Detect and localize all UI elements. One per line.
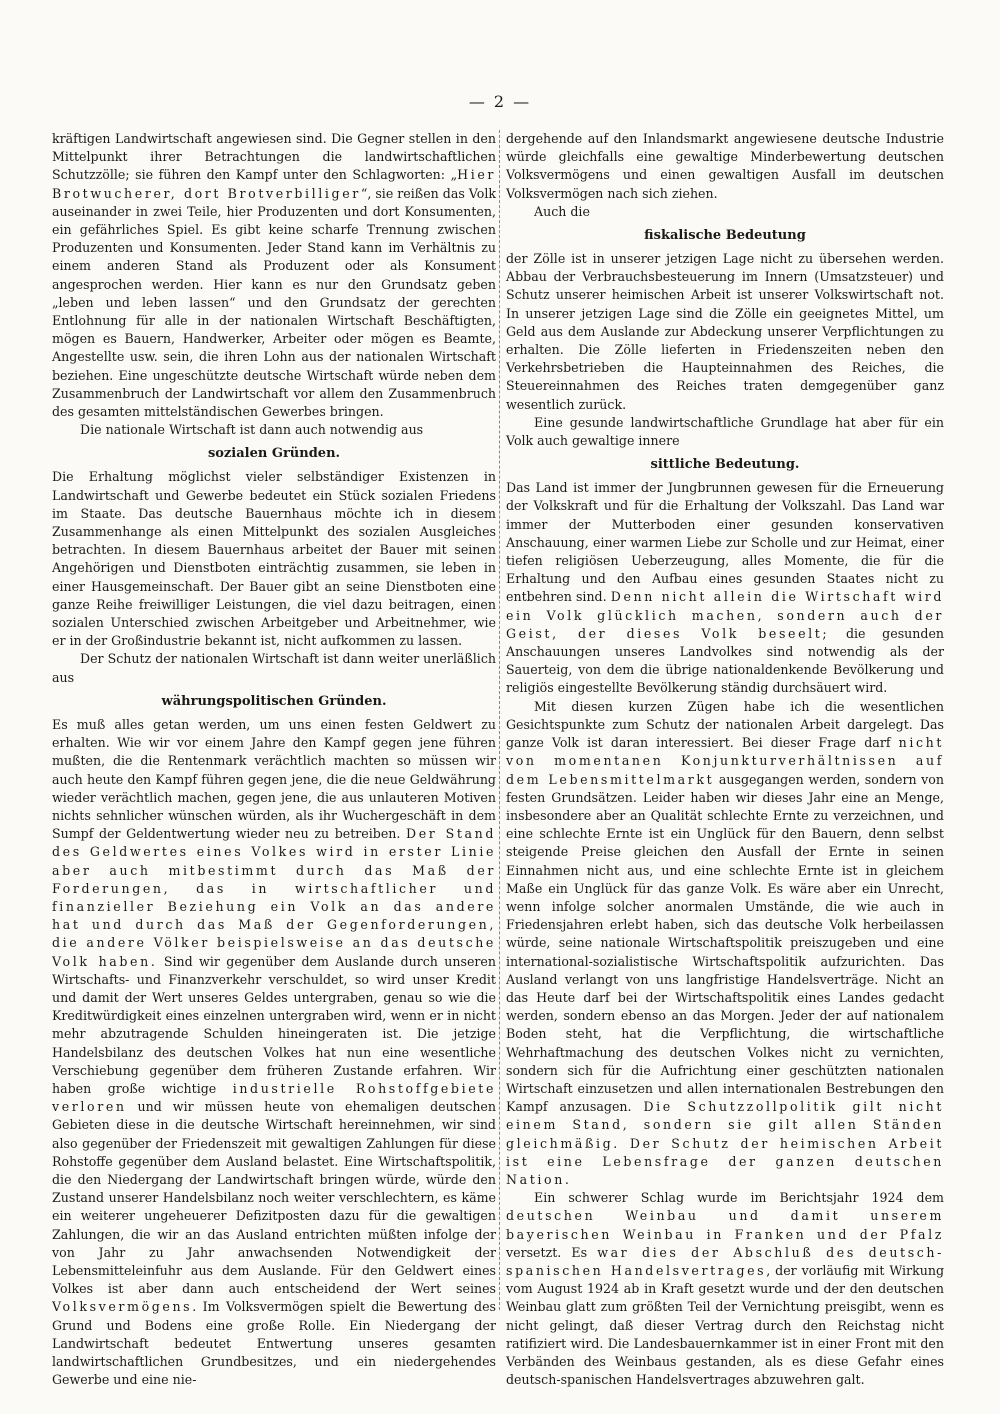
paragraph-conclusion: Mit diesen kurzen Zügen habe ich die wesentlichen Gesichtspunkte zum Schutz der nationalen Arbeit dargelegt. Das ganze Volk ist daran interessiert. Bei dieser Frage darf nicht von momentanen Konjunkturverhältnissen auf dem Lebensmittelmarkt ausgegangen werden, sondern von festen Grundsätzen. Leider haben wir dieses Jahr eine an Menge, insbesondere aber an Qualität schlechte Ernte zu verzeichnen, und eine schlechte Ernte ist ein Unglück für den Bauern, denn selbst steigende Preise gleichen den Ausfall der Ernte in seinen Einnahmen nicht aus, und eine schlechte Ernte ist in gleichem Maße ein Unglück für das ganze Volk. Es wäre aber ein Unrecht, wenn infolge solcher anormalen Umstände, die wie auch in Friedensjahren erlebt haben, sich das deutsche Volk herbeilassen würde, seine nationale Wirtschaftspolitik preiszugeben und eine international-sozialistische Wirtschaftspolitik aufzurichten. Das Ausland verlangt von uns langfristige Handelsverträge. Nicht an das Heute darf bei der Wirtschaftspolitik eines Landes gedacht werden, sondern ebenso an das Morgen. Jeder der auf nationalem Boden steht, hat die Verpflichtung, die wirtschaftliche Wehrhaftmachung des deutschen Volkes nicht zu vernichten, sondern sich für die Aufrichtung einer geschützten nationalen Wirtschaft einzusetzen und allen internationalen Bestrebungen den Kampf anzusagen. Die Schutzzollpolitik gilt nicht einem Stand, sondern sie gilt allen Ständen gleichmäßig. Der Schutz der heimischen Arbeit ist eine Lebensfrage der ganzen deutschen Nation. [506,698,944,1187]
spaced-emphasis: Der Stand des Geldwertes eines Volkes wird in erster Linie aber auch mitbestimmt durch das Maß der Forderungen, das in wirtschaftlicher und finanzieller Beziehung ein Volk an das andere hat und durch das Maß der Gegenforderungen, die andere Völker beispielsweise an das deutsche Volk haben. [52,826,496,969]
heading-fiscal-importance: fiskalische Bedeutung [644,228,806,244]
paragraph-intro-fiscal: Auch die [534,203,590,219]
left-column [52,130,496,1389]
paragraph-intro-moral: Eine gesunde landwirtschaftliche Grundlage hat aber für ein Volk auch gewaltige innere [506,414,944,449]
heading-moral-importance: sittliche Bedeutung. [650,457,800,473]
paragraph-wine: Ein schwerer Schlag wurde im Berichtsjahr 1924 dem deutschen Weinbau und damit unserem bayerischen Weinbau in Franken und der Pfalz versetzt. Es war dies der Abschluß des deutsch-spanischen Handelsvertrages, der vorläufig mit Wirkung vom August 1924 ab in Kraft gesetzt wurde und der den deutschen Weinbau glatt zum größten Teil der Vernichtung preisgibt, wenn es nicht gelingt, daß dieser Vertrag durch den Reichstag nicht ratifiziert wird. Die Landesbauernkammer ist in einer Front mit den Verbänden des Weinbaus gestanden, als es diese Gefahr eines deutsch-spanischen Handelsvertrages abzuwehren galt. [506,1190,945,1388]
paragraph-producers-consumers: kräftigen Landwirtschaft angewiesen sind. Die Gegner stellen in den Mittelpunkt ihrer Betrachtungen die landwirtschaftlichen Schutzzölle; sie führen den Kampf unter den Schlagworten: „Hier Brotwucherer, dort Brotverbilliger“, sie reißen das Volk auseinander in zwei Teile, hier Produzenten und dort Konsumenten, ein gefährliches Spiel. Es gibt keine scharfe Trennung zwischen Produzenten und Konsumenten. Jeder Stand kann im Verhältnis zu einem anderen Stand als Produzent oder als Konsument angesprochen werden. Hier kann es nur den Grundsatz geben „leben und leben lassen“ und den Grundsatz der gerechten Entlohnung für alle in der nationalen Wirtschaft Beschäftigten, mögen es Bauern, Handwerker, Arbeiter oder mögen es Beamte, Angestellte usw. sein, die ihren Lohn aus der nationalen Wirtschaft beziehen. Eine ungeschützte deutsche Wirtschaft würde neben dem Zusammenbruch der Landwirtschaft vor allem den Zusammenbruch des gesamten mittelständischen Gewerbes bringen. [52,131,496,420]
spaced-emphasis: deutschen Weinbau und damit unserem bayerischen Weinbau in Franken und der Pfalz [506,1208,944,1242]
spaced-emphasis: Denn nicht allein die Wirtschaft wird ein Volk glücklich machen, sondern auch der Geist, der dieses Volk beseelt; [506,589,944,641]
page-number: — 2 — [468,92,532,111]
slogan-spaced: Hier Brotwucherer, dort Brotverbilliger [52,167,496,201]
paragraph-intro-social: Die nationale Wirtschaft ist dann auch notwendig aus [80,422,424,438]
column-divider [499,130,500,1310]
paragraph-moral: Das Land ist immer der Jungbrunnen gewesen für die Erneuerung der Volkskraft und für die Erhaltung der Volkszahl. Das Land war immer der Mutterboden einer gesunden konservativen Anschauung, einer warmen Liebe zur Scholle und zur Heimat, einer tiefen religiösen Ueberzeugung, alles Momente, die für die Erhaltung und den Aufbau eines gesunden Staates nicht zu entbehren sind. Denn nicht allein die Wirtschaft wird ein Volk glücklich machen, sondern auch der Geist, der dieses Volk beseelt; die gesunden Anschauungen unseres Landvolkes sind notwendig als der Sauerteig, von dem die übrige nationaldenkende Bevölkerung und religiös eingestellte Bevölkerung ständig durchsäuert wird. [506,480,945,696]
spaced-emphasis: industrielle Rohstoffgebiete verloren [52,1080,496,1115]
spaced-emphasis: Die Schutzzollpolitik gilt nicht einem Stand, sondern sie gilt allen Ständen gleichmäßig. Der Schutz der heimischen Arbeit ist eine Lebensfrage der ganzen deutschen Nation. [506,1099,944,1187]
right-column [506,130,944,1389]
paragraph-continuation: dergehende auf den Inlandsmarkt angewiesene deutsche Industrie würde gleichfalls eine gewaltige Minderbewertung deutschen Volksvermögens und einen gewaltigen Ausfall im deutschen Volksvermögen nach sich ziehen. [506,131,944,201]
paragraph-social: Die Erhaltung möglichst vieler selbständiger Existenzen in Landwirtschaft und Gewerbe bedeutet ein Stück sozialen Friedens im Staate. Das deutsche Bauernhaus möchte ich in diesem Zusammenhange als einen Mittelpunkt des sozialen Ausgleiches betrachten. In diesem Bauernhaus arbeitet der Bauer mit seinen Angehörigen und Dienstboten einträchtig zusammen, sie leben in einer Hausgemeinschaft. Der Bauer gibt an seine Dienstboten eine ganze Reihe freiwilliger Leistungen, die viel dazu beitragen, einen sozialen Unterschied zwischen Arbeitgeber und Arbeitnehmer, wie er in der Großindustrie bekannt ist, nicht aufkommen zu lassen. [52,469,496,649]
paragraph-currency: Es muß alles getan werden, um uns einen festen Geldwert zu erhalten. Wie wir vor einem Jahre den Kampf gegen jene führen mußten, die die Rentenmark verächtlich machten so müssen wir auch heute den Kampf führen gegen jene, die die neue Geldwährung wieder verächtlich machen, gegen jene, die aus unlauteren Motiven nichts sehnlicher wünschen würden, als ihr Wuchergeschäft in dem Sumpf der Geldentwertung wieder neu zu betreiben. Der Stand des Geldwertes eines Volkes wird in erster Linie aber auch mitbestimmt durch das Maß der Forderungen, das in wirtschaftlicher und finanzieller Beziehung ein Volk an das andere hat und durch das Maß der Gegenforderungen, die andere Völker beispielsweise an das deutsche Volk haben. Sind wir gegenüber dem Auslande durch unseren Wirtschafts- und Finanzverkehr verschuldet, so wird unser Kredit und damit der Wert unseres Geldes untergraben, genau so wie die Kreditwürdigkeit eines einzelnen untergraben wird, wenn er in nicht mehr abzutragende Schulden hineingeraten ist. Die jetzige Handelsbilanz des deutschen Volkes hat nun eine wesentliche Verschiebung gegenüber dem früheren Zustande erfahren. Wir haben große wichtige industrielle Rohstoffgebiete verloren und wir müssen heute von ehemaligen deutschen Gebieten diese in die deutsche Wirtschaft hereinnehmen, wir sind also gegenüber der Friedenszeit mit gewaltigen Zahlungen für diese Rohstoffe gegenüber dem Ausland belastet. Eine Wirtschaftspolitik, die den Niedergang der Landwirtschaft bringen würde, würde den Zustand unserer Handelsbilanz noch weiter verschlechtern, es käme ein weiterer ungeheuerer Defizitposten dazu für die gewaltigen Zahlungen, die wir an das Ausland entrichten müßten infolge der von Jahr zu Jahr anwachsenden Notwendigkeit der Lebensmitteleinfuhr aus dem Auslande. Für den Geldwert eines Volkes ist aber dann auch entscheidend der Wert seines Volksvermögens. Im Volksvermögen spielt die Bewertung des Grund und Bodens eine große Rolle. Ein Niedergang der Landwirtschaft bedeutet Entwertung unseres gesamten landwirtschaftlichen Grundbesitzes, und ein niedergehendes Gewerbe und eine nie- [52,716,496,1388]
spaced-emphasis: nicht von momentanen Konjunkturverhältnissen auf dem Lebensmittelmarkt [506,735,944,787]
paragraph-fiscal: der Zölle ist in unserer jetzigen Lage nicht zu übersehen werden. Abbau der Verbrauchsbesteuerung im Innern (Umsatzsteuer) und Schutz unserer heimischen Arbeit ist unserer Volkswirtschaft not. In unserer jetzigen Lage sind die Zölle ein geeignetes Mittel, um Geld aus dem Auslande zur Abdeckung unserer Verpflichtungen zu erhalten. Die Zölle lieferten in Friedenszeiten neben den Verkehrsbetrieben die Haupteinnahmen des Reiches, die Steuereinnahmen des Reiches traten demgegenüber ganz wesentlich zurück. [506,251,944,412]
spaced-emphasis: Volksvermögens [52,1299,193,1315]
heading-social-reasons: sozialen Gründen. [207,446,341,462]
paragraph-intro-currency: Der Schutz der nationalen Wirtschaft ist dann weiter unerläßlich aus [52,651,496,685]
heading-currency-reasons: währungspolitischen Gründen. [161,693,387,709]
spaced-emphasis: war dies der Abschluß des deutsch-spanischen Handelsvertrages [506,1244,944,1278]
